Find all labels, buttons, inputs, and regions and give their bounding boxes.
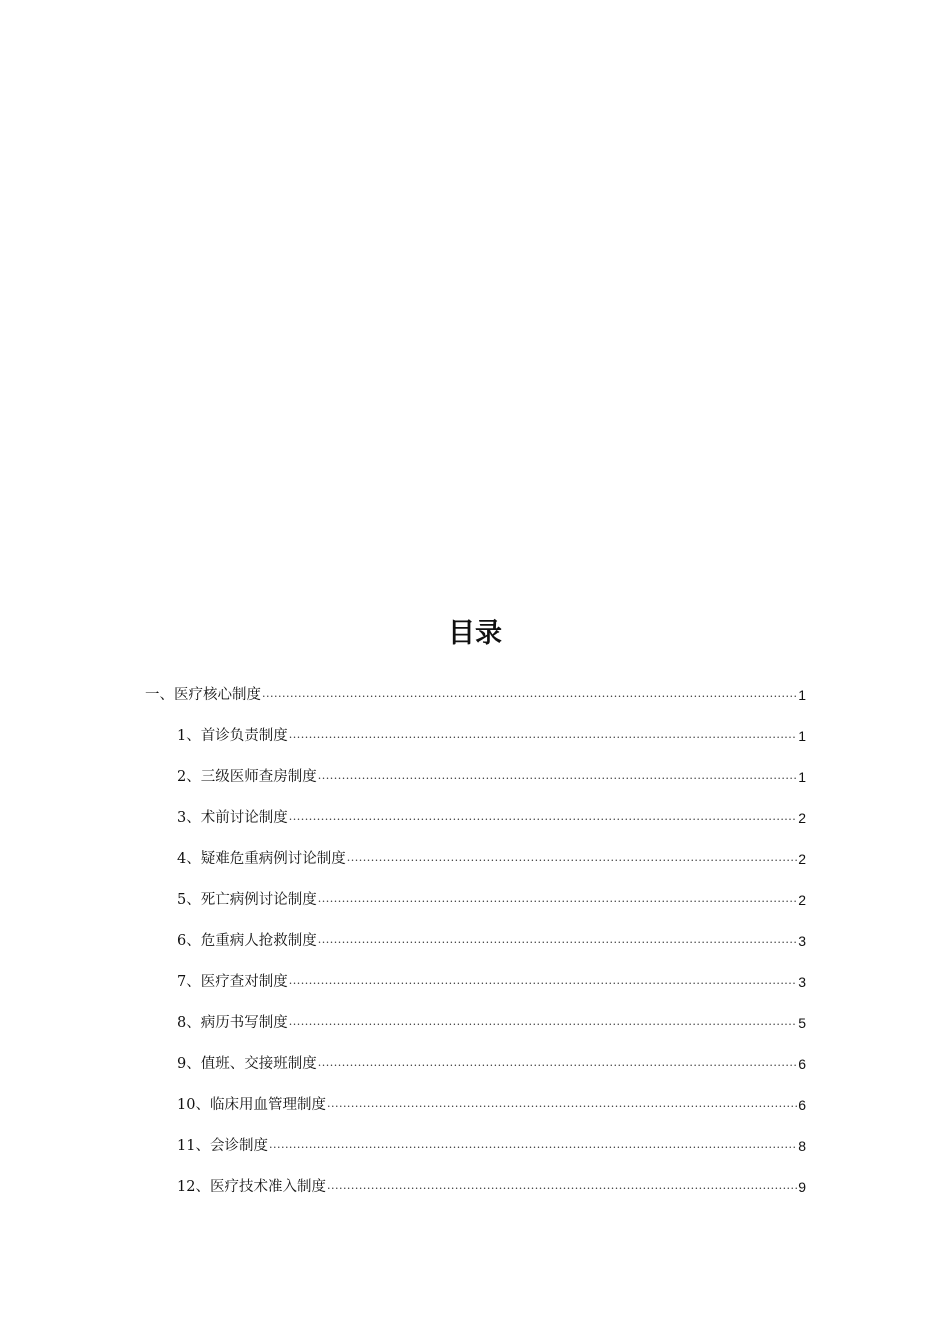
toc-entry-page: 1 (798, 687, 806, 703)
toc-leader-dots (262, 686, 797, 702)
toc-entry[interactable] (177, 1172, 806, 1198)
toc-leader-dots (318, 932, 797, 948)
toc-entry[interactable] (177, 721, 806, 747)
toc-leader-dots (289, 973, 797, 989)
toc-entry-page: 3 (798, 933, 806, 949)
toc-entry-label: 2、三级医师查房制度 (177, 769, 317, 785)
toc-entry[interactable] (177, 844, 806, 870)
toc-entry[interactable] (177, 1049, 806, 1075)
toc-entry[interactable] (177, 885, 806, 911)
toc-entry-label: 10、临床用血管理制度 (177, 1097, 326, 1113)
toc-leader-dots (318, 1055, 797, 1071)
toc-entry-page: 2 (798, 851, 806, 867)
toc-entry-label: 7、医疗查对制度 (177, 974, 288, 990)
toc-entry-page: 6 (798, 1097, 806, 1113)
toc-leader-dots (327, 1096, 797, 1112)
toc-entry[interactable] (177, 1090, 806, 1116)
toc-leader-dots (347, 850, 797, 866)
toc-entry-label: 8、病历书写制度 (177, 1015, 288, 1031)
toc-leader-dots (318, 891, 797, 907)
toc-entry-label: 一、医疗核心制度 (145, 687, 261, 703)
toc-entry[interactable] (177, 967, 806, 993)
toc-entry-page: 6 (798, 1056, 806, 1072)
toc-entry-page: 8 (798, 1138, 806, 1154)
toc-entry[interactable] (145, 680, 806, 706)
toc-entry[interactable] (177, 1131, 806, 1157)
toc-leader-dots (289, 727, 797, 743)
toc-entry-page: 2 (798, 892, 806, 908)
toc-entry[interactable] (177, 1008, 806, 1034)
toc-title: 目录 (448, 618, 502, 649)
toc-leader-dots (269, 1137, 797, 1153)
toc-entry[interactable] (177, 762, 806, 788)
toc-entry-label: 12、医疗技术准入制度 (177, 1179, 326, 1195)
toc-entry-page: 2 (798, 810, 806, 826)
toc-leader-dots (289, 809, 797, 825)
toc-entry-page: 5 (798, 1015, 806, 1031)
toc-entry-label: 4、疑难危重病例讨论制度 (177, 851, 346, 867)
toc-leader-dots (289, 1014, 797, 1030)
toc-entry-label: 1、首诊负责制度 (177, 728, 288, 744)
toc-entry-label: 9、值班、交接班制度 (177, 1056, 317, 1072)
toc-entry-page: 1 (798, 769, 806, 785)
toc-entry-label: 3、术前讨论制度 (177, 810, 288, 826)
toc-entry-label: 11、会诊制度 (177, 1138, 268, 1154)
toc-entry-label: 5、死亡病例讨论制度 (177, 892, 317, 908)
toc-entry[interactable] (177, 926, 806, 952)
toc-entry-page: 3 (798, 974, 806, 990)
toc-entry-label: 6、危重病人抢救制度 (177, 933, 317, 949)
toc-leader-dots (318, 768, 797, 784)
toc-entry-page: 9 (798, 1179, 806, 1195)
toc-leader-dots (327, 1178, 797, 1194)
toc-entry-page: 1 (798, 728, 806, 744)
toc-entry[interactable] (177, 803, 806, 829)
